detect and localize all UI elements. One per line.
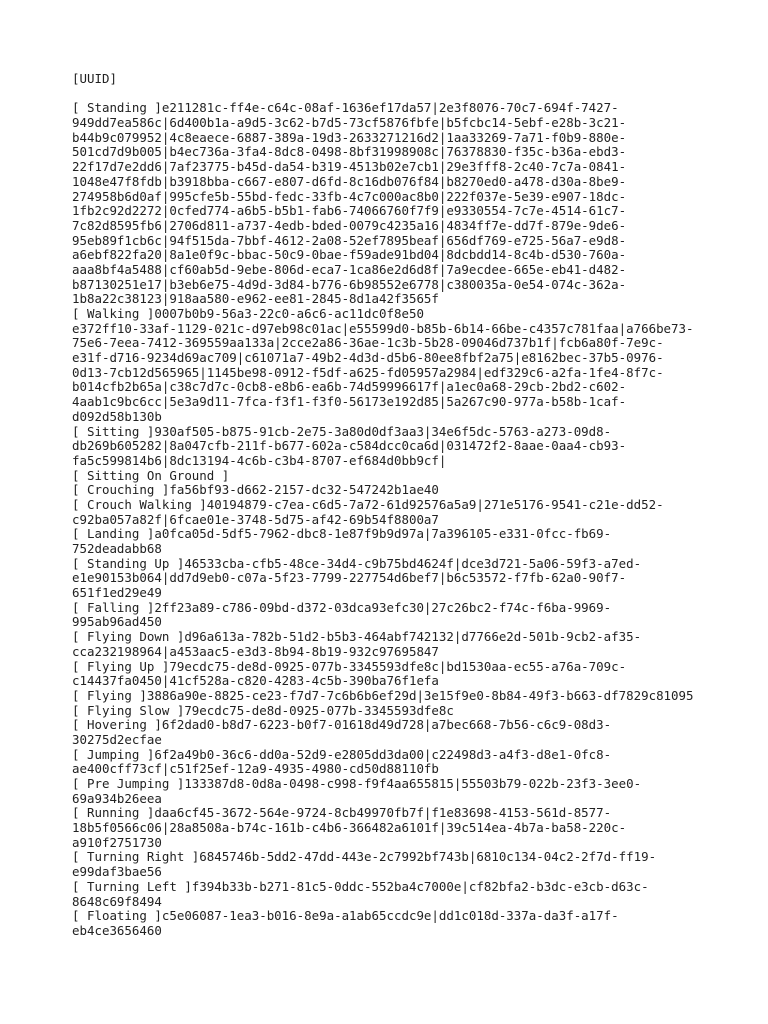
text-line: 752deadabb68 [72, 541, 162, 556]
text-line: [ Flying Slow ]79ecdc75-de8d-0925-077b-3345593dfe8c [72, 702, 454, 718]
text-line: [ Sitting ]930af505-b875-91cb-2e75-3a80d0df3aa3|34e6f5dc-5763-a273-09d8- [72, 423, 612, 439]
text-line: c14437fa0450|41cf528a-c820-4283-4c5b-390ba76f1efa [72, 673, 439, 689]
text-line: b87130251e17|b3eb6e75-4d9d-3d84-b776-6b98552e6778|c380035a-0e54-074c-362a- [72, 276, 627, 292]
text-line: b44b9c079952|4c8eaece-6887-389a-19d3-2633271216d2|1aa33269-7a71-f0b9-880e- [72, 129, 627, 145]
section-header: [UUID] [72, 71, 117, 86]
text-line: [ Walking ]0007b0b9-56a3-22c0-a6c6-ac11dc0f8e50 [72, 306, 424, 321]
text-line: [ Running ]daa6cf45-3672-564e-9724-8cb49970fb7f|f1e83698-4153-561d-8577- [72, 805, 612, 821]
text-line: 30275d2ecfae [72, 731, 162, 747]
text-line: e31f-d716-9234d69ac709|c61071a7-49b2-4d3d-d5b6-80ee8fbf2a75|e8162bec-37b5-0976- [72, 350, 664, 366]
text-line: aaa8bf4a5488|cf60ab5d-9ebe-806d-eca7-1ca86e2d6d8f|7a9ecdee-665e-eb41-d482- [72, 261, 627, 277]
text-line: 949dd7ea586c|6d400b1a-a9d5-3c62-b7d5-73cf5876fbfe|b5fcbc14-5ebf-e28b-3c21- [72, 115, 627, 131]
text-line: 18b5f0566c06|28a8508a-b74c-161b-c4b6-366482a6101f|39c514ea-4b7a-ba58-220c- [72, 820, 627, 836]
text-line: [ Jumping ]6f2a49b0-36c6-dd0a-52d9-e2805dd3da00|c22498d3-a4f3-d8e1-0fc8- [72, 746, 612, 762]
text-line: c92ba057a82f|6fcae01e-3748-5d75-af42-69b54f8800a7 [72, 511, 439, 527]
text-line: 1048e47f8fdb|b3918bba-c667-e807-d6fd-8c16db076f84|b8270ed0-a478-d30a-8be9- [72, 173, 627, 189]
text-line: [ Standing Up ]46533cba-cfb5-48ce-34d4-c9b75bd4624f|dce3d721-5a06-59f3-a7ed- [72, 555, 642, 571]
text-line: e99daf3bae56 [72, 864, 162, 880]
text-line: 995ab96ad450 [72, 614, 162, 630]
text-line: [ Landing ]a0fca05d-5df5-7962-dbc8-1e87f9b9d97a|7a396105-e331-0fcc-fb69- [72, 526, 612, 542]
text-line: e372ff10-33af-1129-021c-d97eb98c01ac|e55599d0-b85b-6b14-66be-c4357c781faa|a766be73- [72, 320, 694, 336]
text-line: cca232198964|a453aac5-e3d3-8b94-8b19-932c97695847 [72, 643, 439, 659]
text-line: 1fb2c92d2272|0cfed774-a6b5-b5b1-fab6-74066760f7f9|e9330554-7c7e-4514-61c7- [72, 203, 627, 219]
text-line: 95eb89f1cb6c|94f515da-7bbf-4612-2a08-52ef7895beaf|656df769-e725-56a7-e9d8- [72, 232, 627, 248]
text-line: 0d13-7cb12d565965|1145be98-0912-f5df-a625-fd05957a2984|edf329c6-a2fa-1fe4-8f7c- [72, 364, 664, 380]
document-text [72, 72, 768, 939]
text-line: [ Turning Left ]f394b33b-b271-81c5-0ddc-552ba4c7000e|cf82bfa2-b3dc-e3cb-d63c- [72, 878, 649, 894]
text-line: [ Flying Up ]79ecdc75-de8d-0925-077b-3345593dfe8c|bd1530aa-ec55-a76a-709c- [72, 658, 627, 674]
text-line: 22f17d7e2dd6|7af23775-b45d-da54-b319-4513b02e7cb1|29e3fff8-2c40-7c7a-0841- [72, 159, 627, 175]
text-line: [ Floating ]c5e06087-1ea3-b016-8e9a-a1ab65ccdc9e|dd1c018d-337a-da3f-a17f- [72, 908, 619, 924]
text-line: eb4ce3656460 [72, 922, 162, 938]
text-line: fa5c599814b6|8dc13194-4c6b-c3b4-8707-ef684d0bb9cf| [72, 452, 447, 468]
text-line: [ Crouching ]fa56bf93-d662-2157-dc32-547242b1ae40 [72, 482, 439, 498]
text-line: e1e90153b064|dd7d9eb0-c07a-5f23-7799-227754d6bef7|b6c53572-f7fb-62a0-90f7- [72, 570, 627, 586]
text-line [72, 87, 768, 102]
text-line: 8648c69f8494 [72, 893, 162, 909]
text-line: [ Sitting On Ground ] [72, 467, 230, 483]
text-line: 4aab1c9bc6cc|5e3a9d11-7fca-f3f1-f3f0-56173e192d85|5a267c90-977a-b58b-1caf- [72, 394, 627, 410]
text-line: 651f1ed29e49 [72, 585, 162, 601]
text-line: [ Flying Down ]d96a613a-782b-51d2-b5b3-464abf742132|d7766e2d-501b-9cb2-af35- [72, 629, 642, 645]
text-line: 274958b6d0af|995cfe5b-55bd-fedc-33fb-4c7c000ac8b0|222f037e-5e39-e907-18dc- [72, 188, 627, 204]
text-line: d092d58b130b [72, 408, 162, 424]
text-line: 7c82d8595fb6|2706d811-a737-4edb-bded-0079c4235a16|4834ff7e-dd7f-879e-9de6- [72, 217, 627, 233]
text-line: 75e6-7eea-7412-369559aa133a|2cce2a86-36ae-1c3b-5b28-09046d737b1f|fcb6a80f-7e9c- [72, 335, 664, 351]
text-line: [ Turning Right ]6845746b-5dd2-47dd-443e-2c7992bf743b|6810c134-04c2-2f7d-ff19- [72, 849, 657, 865]
text-line: 1b8a22c38123|918aa580-e962-ee81-2845-8d1a42f3565f [72, 291, 439, 307]
text-line: a6ebf822fa20|8a1e0f9c-bbac-50c9-0bae-f59ade91bd04|8dcbdd14-8c4b-d530-760a- [72, 247, 627, 263]
text-line: a910f2751730 [72, 834, 162, 850]
text-line: [ Pre Jumping ]133387d8-0d8a-0498-c998-f9f4aa655815|55503b79-022b-23f3-3ee0- [72, 776, 642, 791]
text-line: [ Flying ]3886a90e-8825-ce23-f7d7-7c6b6b6ef29d|3e15f9e0-8b84-49f3-b663-df7829c81095 [72, 687, 694, 703]
text-line: b014cfb2b65a|c38c7d7c-0cb8-e8b6-ea6b-74d59996617f|a1ec0a68-29cb-2bd2-c602- [72, 379, 627, 395]
text-line: 501cd7d9b005|b4ec736a-3fa4-8dc8-0498-8bf31998908c|76378830-f35c-b36a-ebd3- [72, 144, 627, 160]
text-line: ae400cff73cf|c51f25ef-12a9-4935-4980-cd50d88110fb [72, 761, 439, 777]
text-line: [ Crouch Walking ]40194879-c7ea-c6d5-7a72-61d92576a5a9|271e5176-9541-c21e-dd52- [72, 496, 664, 512]
text-line: [ Standing ]e211281c-ff4e-c64c-08af-1636ef17da57|2e3f8076-70c7-694f-7427- [72, 100, 619, 116]
text-line: [ Hovering ]6f2dad0-b8d7-6223-b0f7-01618d49d728|a7bec668-7b56-c6c9-08d3- [72, 717, 612, 733]
text-line: db269b605282|8a047cfb-211f-b677-602a-c584dcc0ca6d|031472f2-8aae-0aa4-cb93- [72, 438, 627, 454]
text-line: 69a934b26eea [72, 790, 162, 806]
text-line: [ Falling ]2ff23a89-c786-09bd-d372-03dca93efc30|27c26bc2-f74c-f6ba-9969- [72, 599, 612, 615]
